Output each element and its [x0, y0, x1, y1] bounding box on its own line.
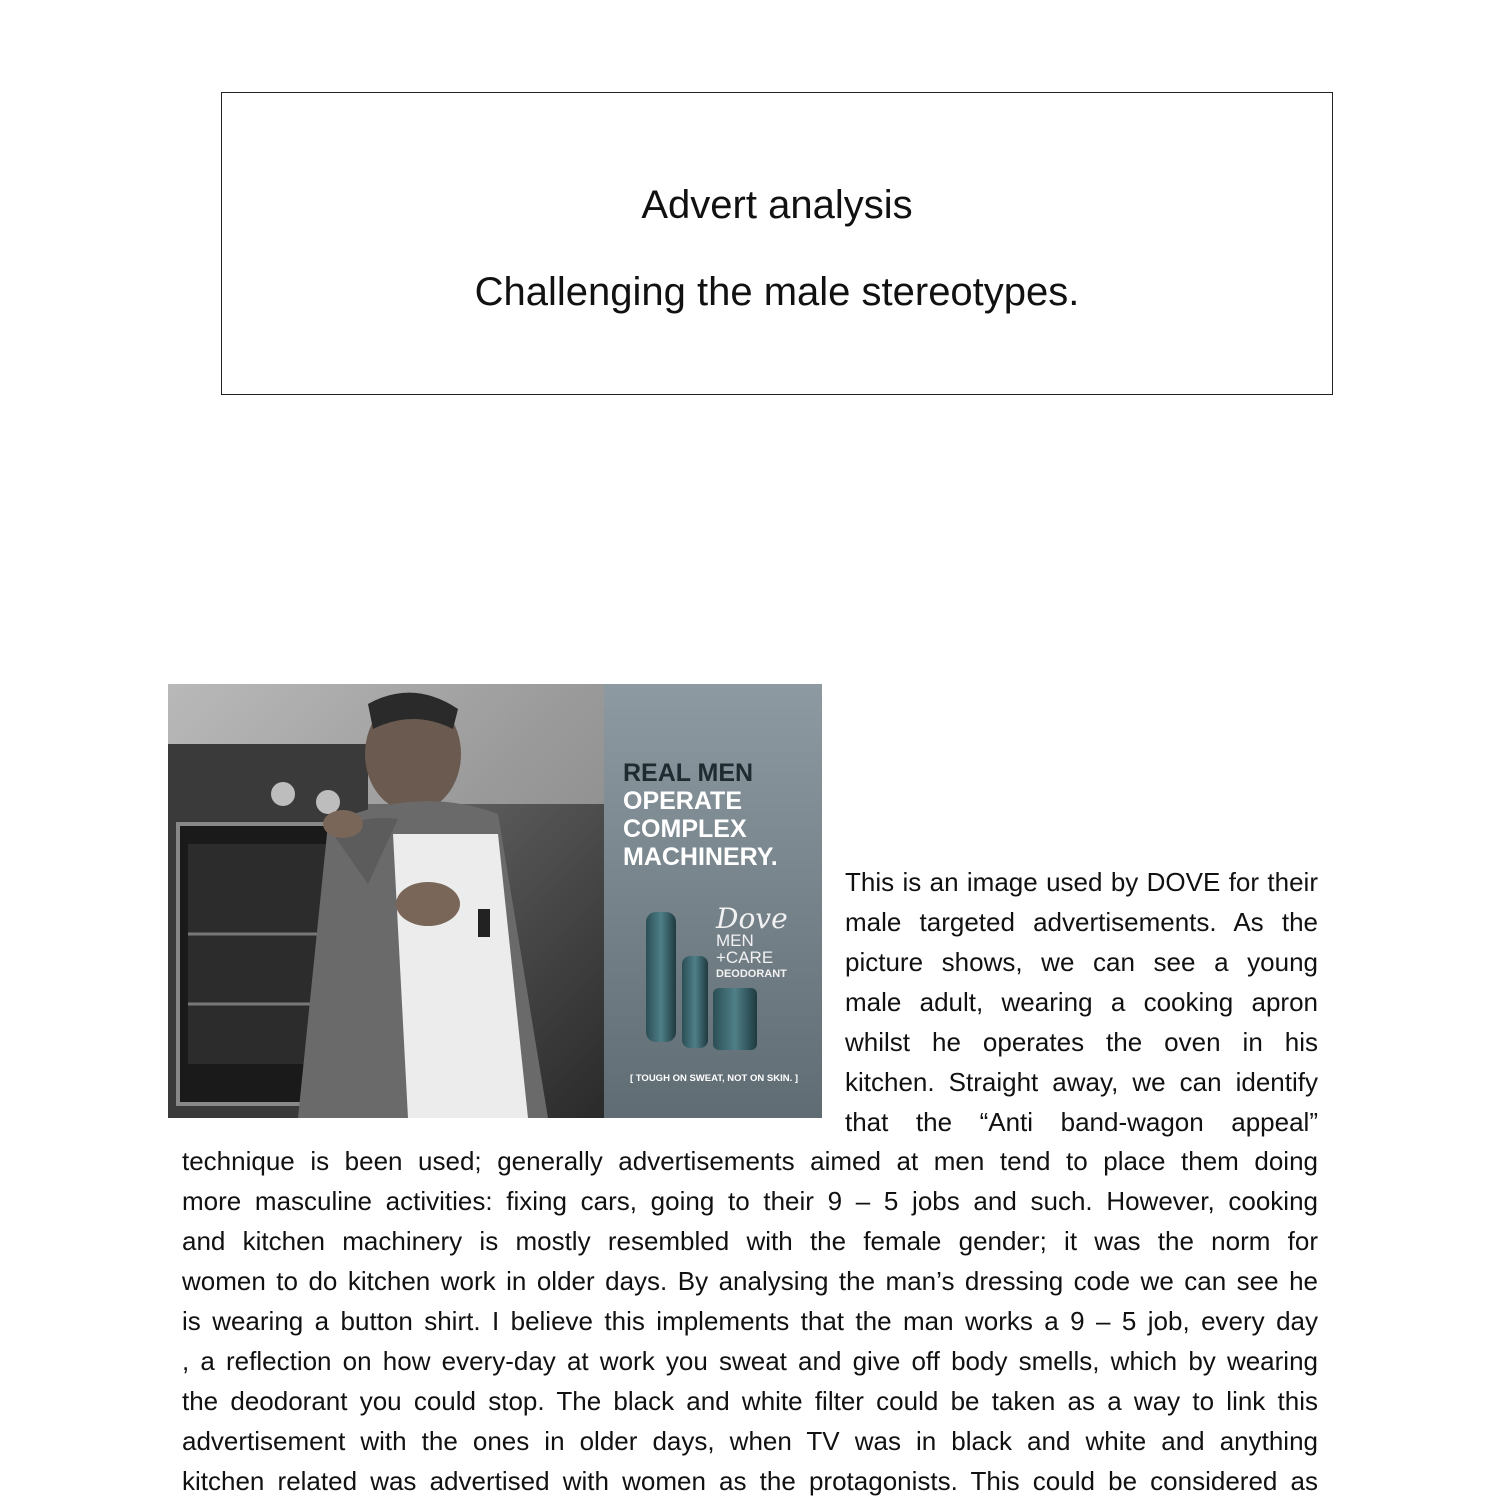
brand-care: +CARE: [716, 948, 774, 967]
paragraph-line: , a reflection on how every-day at work you sweat and give off body smells, which by wearing: [182, 1346, 1318, 1376]
photo-kitchen-scene: [168, 684, 604, 1118]
product-type: DEODORANT: [716, 968, 787, 980]
paragraph-line: and kitchen machinery is mostly resembled with the female gender; it was the norm for: [182, 1226, 1318, 1256]
advert-headline-2: OPERATE: [623, 787, 742, 815]
title-box: [221, 92, 1333, 395]
paragraph-line: that the “Anti band-wagon appeal”: [845, 1107, 1318, 1137]
advert-text-panel: [604, 684, 822, 1118]
page-subtitle: Challenging the male stereotypes.: [474, 270, 1080, 314]
dove-logo-text: Dove: [716, 902, 788, 935]
paragraph-line: male targeted advertisements. As the: [845, 907, 1318, 937]
stick: [713, 988, 757, 1050]
advert-headline-3: COMPLEX: [623, 815, 747, 843]
full-width-paragraph: [182, 1141, 1318, 1501]
paragraph-line: male adult, wearing a cooking apron: [845, 987, 1318, 1017]
paragraph-line: is wearing a button shirt. I believe this implements that the man works a 9 – 5 job, every day: [182, 1306, 1318, 1336]
wrapped-paragraph: [845, 862, 1318, 1142]
paragraph-line: technique is been used; generally advertisements aimed at men tend to place them doing: [182, 1146, 1318, 1176]
page-title: Advert analysis: [641, 183, 913, 227]
paragraph-line: women to do kitchen work in older days. By analysing the man’s dressing code we can see he: [182, 1266, 1318, 1296]
paragraph-line: kitchen. Straight away, we can identify: [845, 1067, 1318, 1097]
paragraph-line: the deodorant you could stop. The black and white filter could be taken as a way to link this: [182, 1386, 1318, 1416]
advert-headline-1: REAL MEN: [623, 759, 754, 787]
paragraph-line: picture shows, we can see a young: [845, 947, 1318, 977]
paragraph-line: whilst he operates the oven in his: [845, 1027, 1318, 1057]
brand-men: MEN: [716, 931, 754, 950]
advert-tagline: [ TOUGH ON SWEAT, NOT ON SKIN. ]: [630, 1073, 799, 1084]
dove-advert-image: [168, 684, 822, 1118]
spray-can: [646, 912, 676, 1042]
advert-headline-4: MACHINERY.: [623, 843, 778, 871]
paragraph-line: more masculine activities: fixing cars, going to their 9 – 5 jobs and such. However, cooking: [182, 1186, 1318, 1216]
roll-on: [682, 956, 708, 1048]
paragraph-line: kitchen related was advertised with women as the protagonists. This could be considered as: [182, 1466, 1318, 1496]
paragraph-line: This is an image used by DOVE for their: [845, 867, 1318, 897]
paragraph-line: advertisement with the ones in older days, when TV was in black and white and anything: [182, 1426, 1318, 1456]
